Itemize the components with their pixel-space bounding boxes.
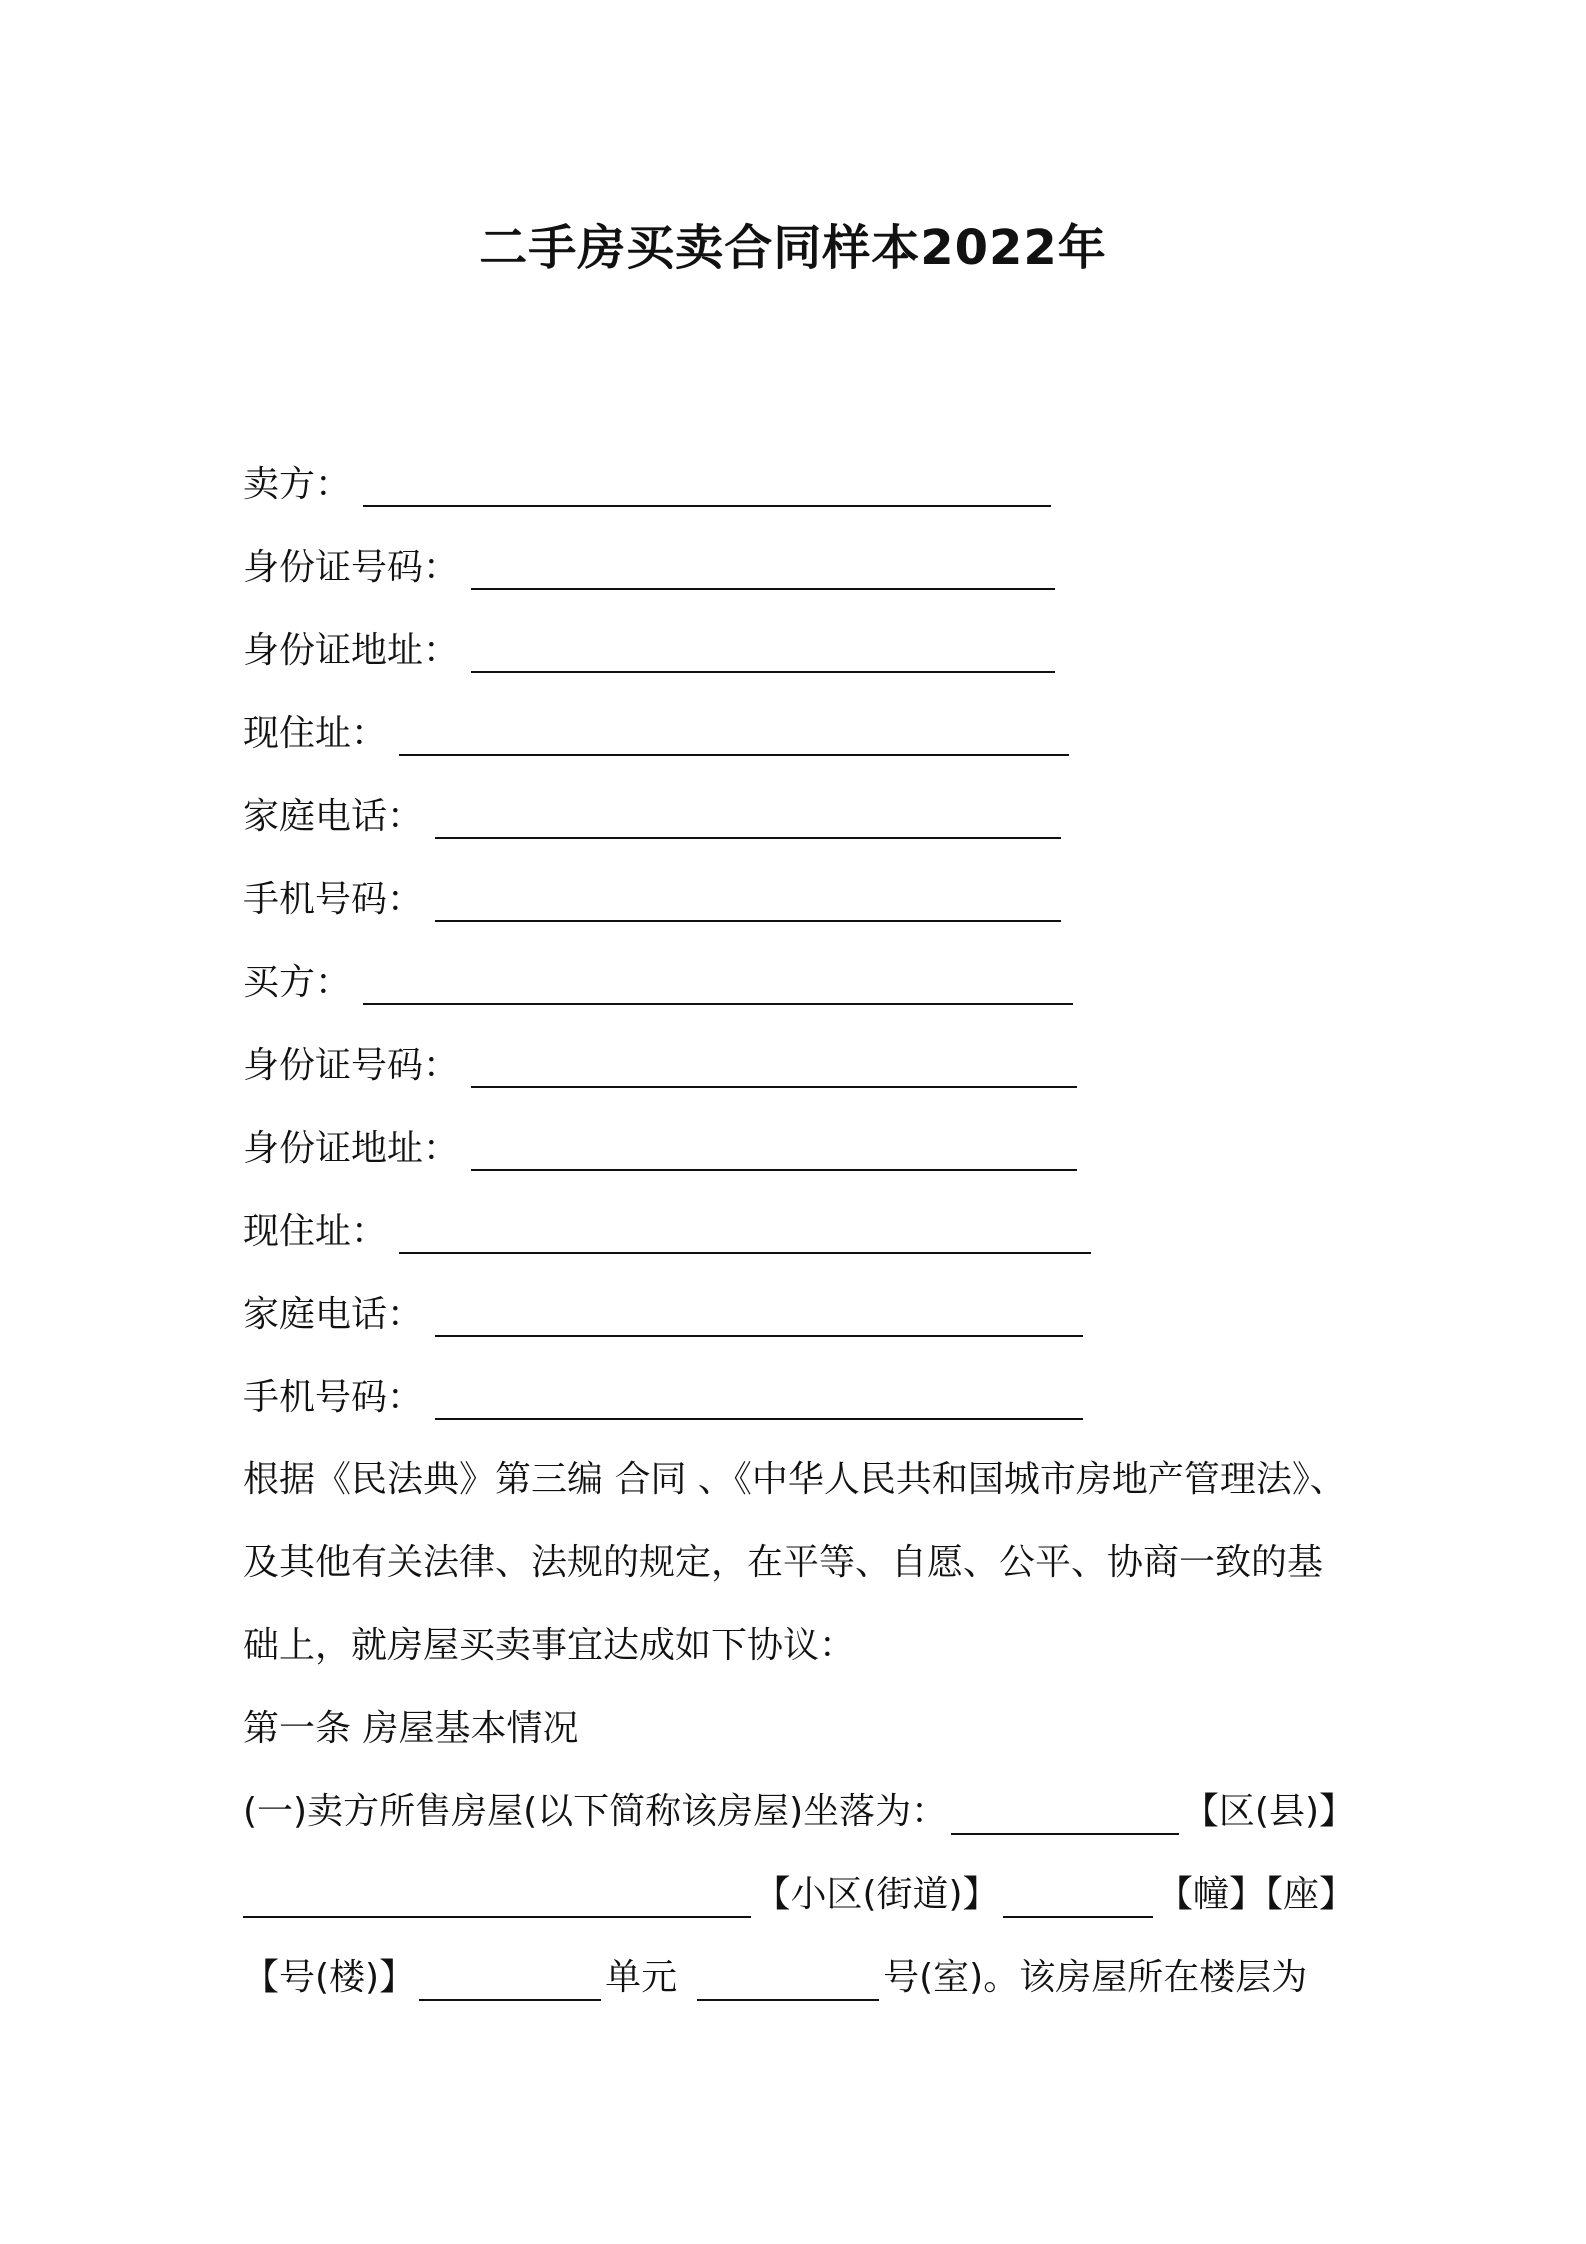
field-label: 卖方：: [243, 464, 352, 505]
buyer-home-phone-field: [243, 1285, 1083, 1345]
buyer-id-address-field: [243, 1119, 1077, 1179]
buyer-id-address-blank[interactable]: [471, 1125, 1077, 1171]
clause-text: 号(室)。该房屋所在楼层为: [883, 1957, 1308, 1998]
field-label: 现住址：: [243, 713, 388, 754]
field-label: 家庭电话：: [243, 796, 424, 837]
buyer-name-blank[interactable]: [363, 959, 1073, 1005]
seller-mobile-blank[interactable]: [435, 876, 1061, 922]
buyer-mobile-blank[interactable]: [435, 1374, 1083, 1420]
clause-line: [243, 1770, 1355, 1854]
buyer-current-address-field: [243, 1202, 1091, 1262]
seller-current-address-blank[interactable]: [399, 710, 1069, 756]
clause-line: [243, 1936, 1355, 2020]
seller-id-address-field: [243, 621, 1055, 681]
seller-current-address-field: [243, 704, 1069, 764]
clause-text: (一)卖方所售房屋(以下简称该房屋)坐落为：: [243, 1791, 948, 1832]
buyer-current-address-blank[interactable]: [399, 1208, 1091, 1254]
buyer-id-number-blank[interactable]: [471, 1042, 1077, 1088]
field-label: 身份证号码：: [243, 547, 460, 588]
clause-text: 【区(县)】: [1182, 1791, 1355, 1832]
buyer-name-field: [243, 953, 1073, 1013]
seller-mobile-field: [243, 870, 1061, 930]
field-label: 身份证地址：: [243, 1128, 460, 1169]
seller-id-address-blank[interactable]: [471, 627, 1055, 673]
community-blank[interactable]: [243, 1876, 751, 1918]
seller-home-phone-field: [243, 787, 1061, 847]
buyer-id-number-field: [243, 1036, 1077, 1096]
seller-id-number-field: [243, 538, 1055, 598]
clause-line: [243, 1853, 1355, 1937]
seller-home-phone-blank[interactable]: [435, 793, 1061, 839]
field-label: 家庭电话：: [243, 1294, 424, 1335]
preamble-line: 根据《民法典》第三编 合同 、《中华人民共和国城市房地产管理法》、: [243, 1459, 1346, 1500]
clause-text: 【号(楼)】: [243, 1957, 416, 1998]
seller-name-field: [243, 455, 1051, 515]
field-label: 身份证地址：: [243, 630, 460, 671]
buyer-mobile-field: [243, 1368, 1083, 1428]
article-heading: 第一条 房屋基本情况: [243, 1708, 579, 1749]
field-label: 身份证号码：: [243, 1045, 460, 1086]
clause-text: 【小区(街道)】: [754, 1874, 999, 1915]
field-label: 手机号码：: [243, 879, 424, 920]
preamble-line: 及其他有关法律、法规的规定，在平等、自愿、公平、协商一致的基: [243, 1542, 1324, 1583]
field-label: 手机号码：: [243, 1377, 424, 1418]
district-blank[interactable]: [951, 1793, 1179, 1835]
number-blank[interactable]: [419, 1959, 601, 2001]
field-label: 买方：: [243, 962, 352, 1003]
seller-id-number-blank[interactable]: [471, 544, 1055, 590]
document-title: 二手房买卖合同样本2022年: [479, 220, 1107, 276]
clause-text: 单元: [605, 1957, 678, 1998]
room-blank[interactable]: [697, 1959, 879, 2001]
preamble-line: 础上，就房屋买卖事宜达成如下协议：: [243, 1625, 856, 1666]
clause-text: 【幢】【座】: [1156, 1874, 1355, 1915]
buyer-home-phone-blank[interactable]: [435, 1291, 1083, 1337]
field-label: 现住址：: [243, 1211, 388, 1252]
seller-name-blank[interactable]: [363, 461, 1051, 507]
building-blank[interactable]: [1003, 1876, 1153, 1918]
